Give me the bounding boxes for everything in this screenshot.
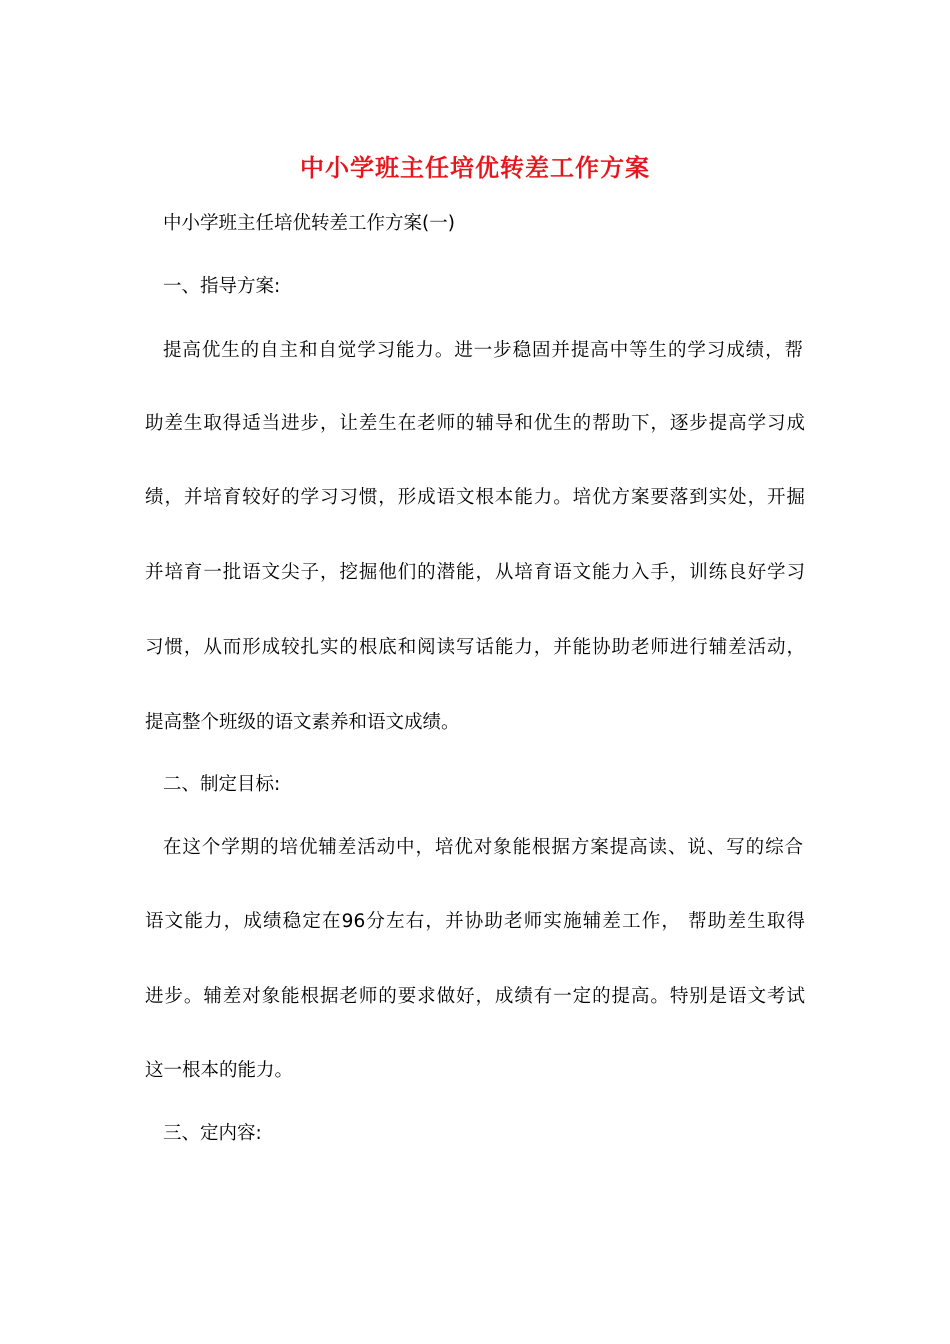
section-1-heading: 一、指导方案:	[163, 276, 281, 297]
section-2-heading: 二、制定目标:	[163, 774, 281, 795]
section-1-line: 并培育一批语文尖子，挖掘他们的潜能，从培育语文能力入手，训练良好学习	[145, 562, 805, 583]
section-2-line: 语文能力，成绩稳定在96分左右，并协助老师实施辅差工作， 帮助差生取得	[145, 911, 805, 932]
document-subtitle: 中小学班主任培优转差工作方案(一)	[163, 213, 455, 234]
section-1-line: 绩，并培育较好的学习习惯，形成语文根本能力。培优方案要落到实处，开掘	[145, 487, 805, 508]
section-1-line: 提高整个班级的语文素养和语文成绩。	[145, 712, 460, 733]
section-1-line: 提高优生的自主和自觉学习能力。进一步稳固并提高中等生的学习成绩，帮	[163, 340, 803, 361]
document-title: 中小学班主任培优转差工作方案	[300, 153, 650, 182]
section-2-line: 在这个学期的培优辅差活动中，培优对象能根据方案提高读、说、写的综合	[163, 837, 803, 858]
section-1-line: 习惯，从而形成较扎实的根底和阅读写话能力，并能协助老师进行辅差活动，	[145, 637, 805, 658]
section-2-line: 这一根本的能力。	[145, 1060, 294, 1081]
section-2-line: 进步。辅差对象能根据老师的要求做好，成绩有一定的提高。特别是语文考试	[145, 986, 805, 1007]
section-1-line: 助差生取得适当进步，让差生在老师的辅导和优生的帮助下，逐步提高学习成	[145, 413, 805, 434]
section-3-heading: 三、定内容:	[163, 1123, 262, 1144]
